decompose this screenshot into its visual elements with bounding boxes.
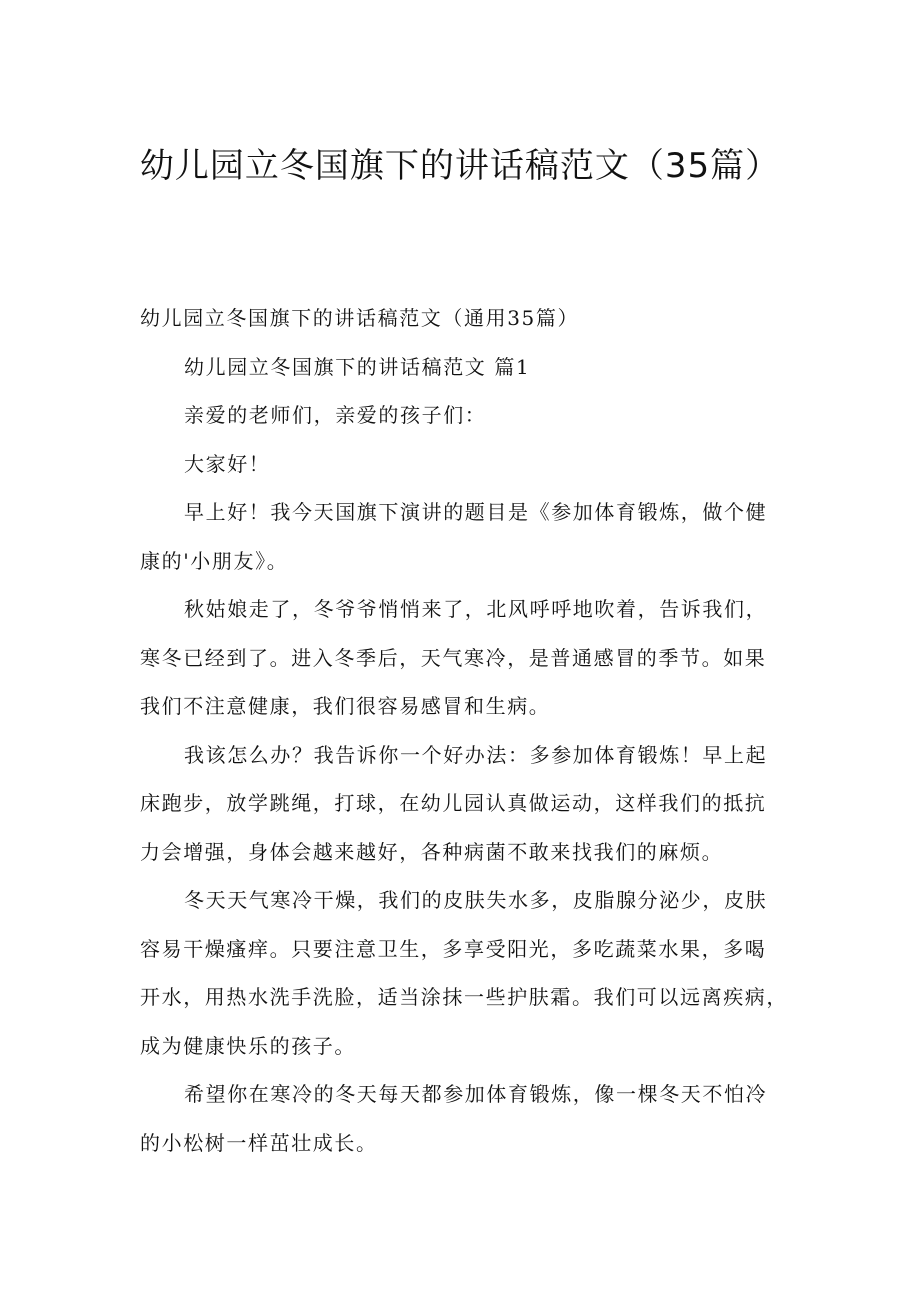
document-title: 幼儿园立冬国旗下的讲话稿范文（35篇）: [139, 146, 781, 186]
section-heading: 幼儿园立冬国旗下的讲话稿范文 篇1: [184, 354, 531, 379]
greeting-line: 亲爱的老师们，亲爱的孩子们：: [184, 403, 487, 427]
paragraph-line: 开水，用热水洗手洗脸，适当涂抹一些护肤霜。我们可以远离疾病，: [140, 985, 788, 1009]
paragraph-line: 力会增强，身体会越来越好，各种病菌不敢来找我们的麻烦。: [140, 839, 724, 864]
paragraph-line: 寒冬已经到了。进入冬季后，天气寒冷，是普通感冒的季节。如果: [140, 645, 767, 670]
paragraph-line: 希望你在寒冷的冬天每天都参加体育锻炼，像一棵冬天不怕冷: [184, 1082, 768, 1106]
paragraph-line: 容易干燥瘙痒。只要注意卫生，多享受阳光，多吃蔬菜水果，多喝: [140, 936, 767, 961]
paragraph-line: 成为健康快乐的孩子。: [140, 1033, 356, 1058]
paragraph-line: 冬天天气寒冷干燥，我们的皮肤失水多，皮脂腺分泌少，皮肤: [184, 888, 768, 912]
paragraph: [140, 876, 820, 1070]
paragraph: [140, 731, 820, 877]
paragraph: [140, 488, 820, 585]
paragraph-line: 我该怎么办？我告诉你一个好办法：多参加体育锻炼！早上起: [184, 742, 768, 767]
document-body: [140, 294, 820, 1167]
paragraph-line: 秋姑娘走了，冬爷爷悄悄来了，北风呼呼地吹着，告诉我们，: [184, 597, 768, 621]
paragraph-line: 我们不注意健康，我们很容易感冒和生病。: [140, 694, 551, 718]
document-subtitle: 幼儿园立冬国旗下的讲话稿范文（通用35篇）: [140, 306, 580, 330]
paragraph-line: 的小松树一样茁壮成长。: [140, 1130, 378, 1155]
paragraph-line: 早上好！我今天国旗下演讲的题目是《参加体育锻炼，做个健: [184, 500, 768, 524]
paragraph-line: 康的'小朋友》。: [140, 548, 289, 573]
paragraph-line: 床跑步，放学跳绳，打球，在幼儿园认真做运动，这样我们的抵抗: [140, 791, 767, 815]
paragraph: [140, 585, 820, 731]
paragraph: [140, 1070, 820, 1167]
hello-line: 大家好！: [184, 451, 271, 476]
